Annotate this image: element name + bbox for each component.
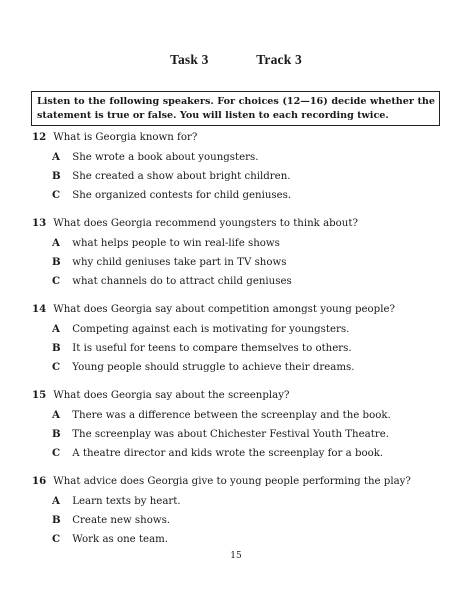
option-text: She organized contests for child geniuses. [72,190,292,202]
option-b [0,514,472,527]
option-text: She created a show about bright children. [72,171,291,183]
option-letter: B [52,513,61,526]
question-15 [0,388,472,460]
option-letter: B [52,256,61,269]
option-letter: C [52,189,61,202]
question-stem [0,216,472,231]
instruction-box: Listen to the following speakers. For choices (12—16) decide whether the statement is true or false. You will listen to each recording twice. [31,91,440,126]
option-a [0,323,472,336]
question-13 [0,216,472,288]
question-stem [0,388,472,403]
page-number: 15 [230,551,242,561]
question-stem [0,474,472,489]
option-text: what helps people to win real-life shows [72,237,280,249]
option-letter: B [52,170,61,183]
option-letter: C [52,275,61,288]
option-letter: A [52,236,60,249]
question-number: 15 [32,388,47,401]
option-c [0,533,472,546]
option-text: Learn texts by heart. [72,495,181,507]
option-a [0,495,472,508]
option-text: why child geniuses take part in TV shows [72,257,287,269]
question-12 [0,130,472,202]
option-text: There was a difference between the screenplay and the book. [72,409,391,421]
option-letter: A [52,494,60,507]
option-text: Competing against each is motivating for youngsters. [72,323,350,335]
track-title: Track 3 [256,52,302,67]
question-14 [0,302,472,374]
option-c [0,189,472,202]
question-number: 12 [32,131,47,143]
option-c [0,275,472,288]
question-16 [0,474,472,546]
option-letter: A [52,322,60,335]
question-stem [0,302,472,317]
question-number: 13 [32,216,47,229]
option-letter: A [52,408,60,421]
page-header [0,52,472,68]
option-letter: B [52,341,61,354]
option-text: Create new shows. [72,514,171,526]
question-number: 14 [32,302,47,315]
option-letter: B [52,427,61,440]
option-text: Young people should struggle to achieve their dreams. [72,362,355,374]
option-text: Work as one team. [72,533,169,545]
option-b [0,256,472,269]
option-text: what channels do to attract child geniuses [72,276,292,288]
question-text: What advice does Georgia give to young people performing the play? [53,475,411,487]
option-a [0,409,472,422]
option-letter: C [52,361,61,374]
question-text: What does Georgia say about competition amongst young people? [53,303,395,315]
option-text: The screenplay was about Chichester Festival Youth Theatre. [72,428,389,440]
option-b [0,428,472,441]
option-letter: C [52,532,61,545]
option-a [0,237,472,250]
option-text: It is useful for teens to compare themselves to others. [72,342,352,354]
question-list [0,130,472,559]
question-text: What does Georgia say about the screenplay? [53,389,290,401]
question-stem [0,130,472,145]
option-c [0,361,472,374]
option-c [0,447,472,460]
question-number: 16 [32,474,47,487]
option-b [0,342,472,355]
option-a [0,151,472,164]
option-b [0,170,472,183]
option-text: She wrote a book about youngsters. [72,152,259,164]
option-letter: A [52,151,60,164]
task-title: Task 3 [170,52,209,67]
option-text: A theatre director and kids wrote the screenplay for a book. [72,447,384,459]
question-text: What is Georgia known for? [53,132,198,143]
question-text: What does Georgia recommend youngsters to think about? [53,217,358,229]
option-letter: C [52,446,61,459]
